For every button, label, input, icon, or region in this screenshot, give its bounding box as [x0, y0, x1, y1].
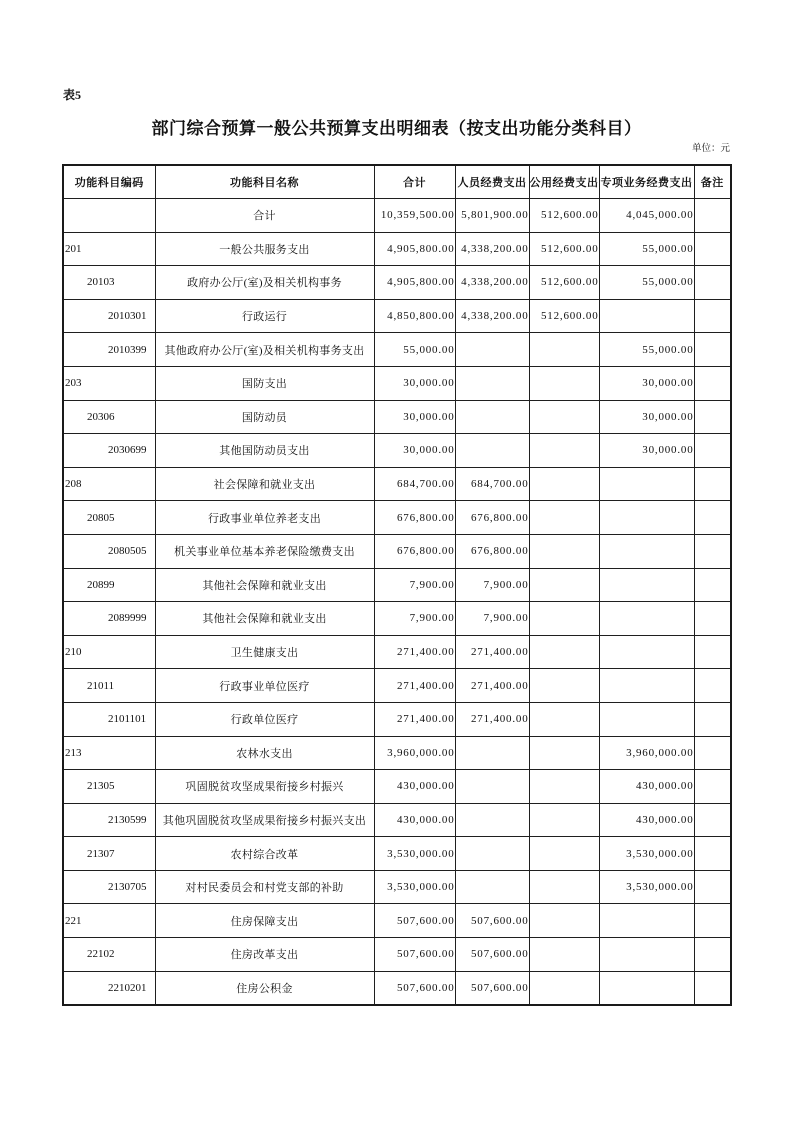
public-exp-cell	[529, 803, 599, 837]
personnel-exp-cell: 507,600.00	[455, 971, 529, 1005]
personnel-exp-cell: 7,900.00	[455, 568, 529, 602]
special-exp-cell: 30,000.00	[599, 434, 694, 468]
personnel-exp-cell: 271,400.00	[455, 635, 529, 669]
remark-cell	[694, 333, 731, 367]
public-exp-cell	[529, 971, 599, 1005]
total-cell: 7,900.00	[374, 602, 455, 636]
function-name-cell: 住房改革支出	[155, 938, 374, 972]
table-row	[63, 266, 731, 300]
function-name-cell: 国防支出	[155, 366, 374, 400]
total-cell: 3,530,000.00	[374, 870, 455, 904]
special-exp-cell: 55,000.00	[599, 232, 694, 266]
table-row	[63, 534, 731, 568]
table-row	[63, 837, 731, 871]
total-cell: 676,800.00	[374, 501, 455, 535]
personnel-exp-cell	[455, 736, 529, 770]
table-header-row	[63, 165, 731, 199]
remark-cell	[694, 534, 731, 568]
remark-cell	[694, 770, 731, 804]
remark-cell	[694, 266, 731, 300]
total-cell: 4,905,800.00	[374, 232, 455, 266]
remark-cell	[694, 971, 731, 1005]
function-code-cell: 221	[63, 904, 155, 938]
function-code-cell: 2080505	[63, 534, 155, 568]
total-cell: 4,850,800.00	[374, 299, 455, 333]
personnel-exp-cell	[455, 400, 529, 434]
remark-cell	[694, 400, 731, 434]
total-cell: 4,905,800.00	[374, 266, 455, 300]
total-cell: 507,600.00	[374, 971, 455, 1005]
remark-cell	[694, 467, 731, 501]
special-exp-cell	[599, 299, 694, 333]
special-exp-cell	[599, 702, 694, 736]
table-row	[63, 333, 731, 367]
col-header-remark: 备注	[694, 165, 731, 199]
budget-table	[62, 164, 732, 1006]
special-exp-cell	[599, 971, 694, 1005]
function-code-cell: 203	[63, 366, 155, 400]
personnel-exp-cell	[455, 837, 529, 871]
public-exp-cell	[529, 770, 599, 804]
special-exp-cell: 430,000.00	[599, 770, 694, 804]
public-exp-cell: 512,600.00	[529, 266, 599, 300]
personnel-exp-cell: 676,800.00	[455, 534, 529, 568]
special-exp-cell	[599, 938, 694, 972]
public-exp-cell	[529, 333, 599, 367]
public-exp-cell	[529, 434, 599, 468]
remark-cell	[694, 938, 731, 972]
public-exp-cell	[529, 635, 599, 669]
remark-cell	[694, 568, 731, 602]
personnel-exp-cell: 4,338,200.00	[455, 266, 529, 300]
table-row	[63, 736, 731, 770]
personnel-exp-cell: 507,600.00	[455, 938, 529, 972]
page-title: 部门综合预算一般公共预算支出明细表（按支出功能分类科目）	[151, 119, 642, 138]
col-header-personnel-exp: 人员经费支出	[455, 165, 529, 199]
function-name-cell: 农林水支出	[155, 736, 374, 770]
special-exp-cell: 3,960,000.00	[599, 736, 694, 770]
remark-cell	[694, 602, 731, 636]
table-row	[63, 568, 731, 602]
remark-cell	[694, 366, 731, 400]
special-exp-cell	[599, 534, 694, 568]
personnel-exp-cell: 4,338,200.00	[455, 232, 529, 266]
function-name-cell: 其他社会保障和就业支出	[155, 568, 374, 602]
public-exp-cell	[529, 837, 599, 871]
remark-cell	[694, 501, 731, 535]
remark-cell	[694, 434, 731, 468]
function-name-cell: 其他国防动员支出	[155, 434, 374, 468]
public-exp-cell	[529, 938, 599, 972]
table-row	[63, 434, 731, 468]
total-cell: 430,000.00	[374, 803, 455, 837]
col-header-public-exp: 公用经费支出	[529, 165, 599, 199]
special-exp-cell	[599, 602, 694, 636]
total-cell: 271,400.00	[374, 635, 455, 669]
function-name-cell: 住房公积金	[155, 971, 374, 1005]
function-code-cell: 20805	[63, 501, 155, 535]
special-exp-cell: 3,530,000.00	[599, 837, 694, 871]
public-exp-cell	[529, 467, 599, 501]
function-code-cell: 213	[63, 736, 155, 770]
table-row	[63, 669, 731, 703]
function-code-cell: 2030699	[63, 434, 155, 468]
total-cell: 30,000.00	[374, 434, 455, 468]
personnel-exp-cell: 271,400.00	[455, 669, 529, 703]
personnel-exp-cell: 4,338,200.00	[455, 299, 529, 333]
public-exp-cell	[529, 501, 599, 535]
personnel-exp-cell	[455, 434, 529, 468]
function-name-cell: 政府办公厅(室)及相关机构事务	[155, 266, 374, 300]
function-code-cell: 2010301	[63, 299, 155, 333]
function-code-cell: 208	[63, 467, 155, 501]
table-row	[63, 602, 731, 636]
personnel-exp-cell: 271,400.00	[455, 702, 529, 736]
function-code-cell: 2010399	[63, 333, 155, 367]
remark-cell	[694, 803, 731, 837]
special-exp-cell: 3,530,000.00	[599, 870, 694, 904]
special-exp-cell	[599, 501, 694, 535]
personnel-exp-cell	[455, 770, 529, 804]
remark-cell	[694, 199, 731, 233]
function-name-cell: 其他政府办公厅(室)及相关机构事务支出	[155, 333, 374, 367]
table-row	[63, 635, 731, 669]
remark-cell	[694, 232, 731, 266]
public-exp-cell	[529, 736, 599, 770]
public-exp-cell	[529, 400, 599, 434]
table-row	[63, 803, 731, 837]
function-code-cell: 2101101	[63, 702, 155, 736]
function-code-cell: 2210201	[63, 971, 155, 1005]
total-cell: 10,359,500.00	[374, 199, 455, 233]
function-name-cell: 行政运行	[155, 299, 374, 333]
function-name-cell: 其他巩固脱贫攻坚成果衔接乡村振兴支出	[155, 803, 374, 837]
special-exp-cell: 55,000.00	[599, 333, 694, 367]
public-exp-cell	[529, 702, 599, 736]
unit-note: 单位：元	[691, 144, 730, 154]
remark-cell	[694, 870, 731, 904]
table-row	[63, 702, 731, 736]
col-header-function-code: 功能科目编码	[63, 165, 155, 199]
function-name-cell: 合计	[155, 199, 374, 233]
function-code-cell: 210	[63, 635, 155, 669]
remark-cell	[694, 299, 731, 333]
function-name-cell: 农村综合改革	[155, 837, 374, 871]
table-row	[63, 870, 731, 904]
personnel-exp-cell: 5,801,900.00	[455, 199, 529, 233]
function-name-cell: 国防动员	[155, 400, 374, 434]
personnel-exp-cell	[455, 803, 529, 837]
public-exp-cell: 512,600.00	[529, 199, 599, 233]
table-row	[63, 366, 731, 400]
special-exp-cell: 4,045,000.00	[599, 199, 694, 233]
function-name-cell: 行政事业单位养老支出	[155, 501, 374, 535]
special-exp-cell: 430,000.00	[599, 803, 694, 837]
total-cell: 507,600.00	[374, 904, 455, 938]
total-cell: 507,600.00	[374, 938, 455, 972]
function-name-cell: 社会保障和就业支出	[155, 467, 374, 501]
table-number-label: 表5	[63, 88, 82, 102]
personnel-exp-cell	[455, 870, 529, 904]
special-exp-cell	[599, 669, 694, 703]
function-name-cell: 住房保障支出	[155, 904, 374, 938]
remark-cell	[694, 635, 731, 669]
function-code-cell: 2089999	[63, 602, 155, 636]
function-code-cell: 21305	[63, 770, 155, 804]
function-code-cell: 2130705	[63, 870, 155, 904]
table-row	[63, 232, 731, 266]
personnel-exp-cell: 684,700.00	[455, 467, 529, 501]
function-code-cell: 201	[63, 232, 155, 266]
public-exp-cell	[529, 669, 599, 703]
public-exp-cell: 512,600.00	[529, 232, 599, 266]
table-row	[63, 770, 731, 804]
total-cell: 271,400.00	[374, 702, 455, 736]
table-row	[63, 400, 731, 434]
remark-cell	[694, 837, 731, 871]
function-code-cell: 21307	[63, 837, 155, 871]
function-code-cell	[63, 199, 155, 233]
total-cell: 676,800.00	[374, 534, 455, 568]
table-row	[63, 971, 731, 1005]
total-cell: 30,000.00	[374, 366, 455, 400]
total-cell: 684,700.00	[374, 467, 455, 501]
function-name-cell: 行政事业单位医疗	[155, 669, 374, 703]
table-row	[63, 467, 731, 501]
function-name-cell: 其他社会保障和就业支出	[155, 602, 374, 636]
special-exp-cell: 30,000.00	[599, 400, 694, 434]
personnel-exp-cell: 7,900.00	[455, 602, 529, 636]
function-code-cell: 20899	[63, 568, 155, 602]
col-header-special-exp: 专项业务经费支出	[599, 165, 694, 199]
personnel-exp-cell	[455, 333, 529, 367]
function-code-cell: 2130599	[63, 803, 155, 837]
function-name-cell: 一般公共服务支出	[155, 232, 374, 266]
total-cell: 30,000.00	[374, 400, 455, 434]
function-code-cell: 20306	[63, 400, 155, 434]
total-cell: 3,530,000.00	[374, 837, 455, 871]
function-name-cell: 巩固脱贫攻坚成果衔接乡村振兴	[155, 770, 374, 804]
function-name-cell: 行政单位医疗	[155, 702, 374, 736]
remark-cell	[694, 736, 731, 770]
public-exp-cell	[529, 534, 599, 568]
total-cell: 55,000.00	[374, 333, 455, 367]
function-name-cell: 对村民委员会和村党支部的补助	[155, 870, 374, 904]
special-exp-cell	[599, 635, 694, 669]
table-row	[63, 501, 731, 535]
function-code-cell: 22102	[63, 938, 155, 972]
total-cell: 271,400.00	[374, 669, 455, 703]
special-exp-cell: 30,000.00	[599, 366, 694, 400]
special-exp-cell	[599, 904, 694, 938]
special-exp-cell: 55,000.00	[599, 266, 694, 300]
personnel-exp-cell: 676,800.00	[455, 501, 529, 535]
table-body	[63, 199, 731, 1005]
special-exp-cell	[599, 568, 694, 602]
table-row	[63, 299, 731, 333]
public-exp-cell	[529, 602, 599, 636]
public-exp-cell	[529, 904, 599, 938]
total-cell: 7,900.00	[374, 568, 455, 602]
personnel-exp-cell: 507,600.00	[455, 904, 529, 938]
remark-cell	[694, 904, 731, 938]
public-exp-cell	[529, 870, 599, 904]
special-exp-cell	[599, 467, 694, 501]
public-exp-cell	[529, 568, 599, 602]
function-code-cell: 20103	[63, 266, 155, 300]
function-name-cell: 机关事业单位基本养老保险缴费支出	[155, 534, 374, 568]
personnel-exp-cell	[455, 366, 529, 400]
function-name-cell: 卫生健康支出	[155, 635, 374, 669]
table-row	[63, 199, 731, 233]
public-exp-cell	[529, 366, 599, 400]
function-code-cell: 21011	[63, 669, 155, 703]
remark-cell	[694, 702, 731, 736]
table-row	[63, 904, 731, 938]
total-cell: 430,000.00	[374, 770, 455, 804]
public-exp-cell: 512,600.00	[529, 299, 599, 333]
col-header-total: 合计	[374, 165, 455, 199]
table-row	[63, 938, 731, 972]
remark-cell	[694, 669, 731, 703]
col-header-function-name: 功能科目名称	[155, 165, 374, 199]
total-cell: 3,960,000.00	[374, 736, 455, 770]
